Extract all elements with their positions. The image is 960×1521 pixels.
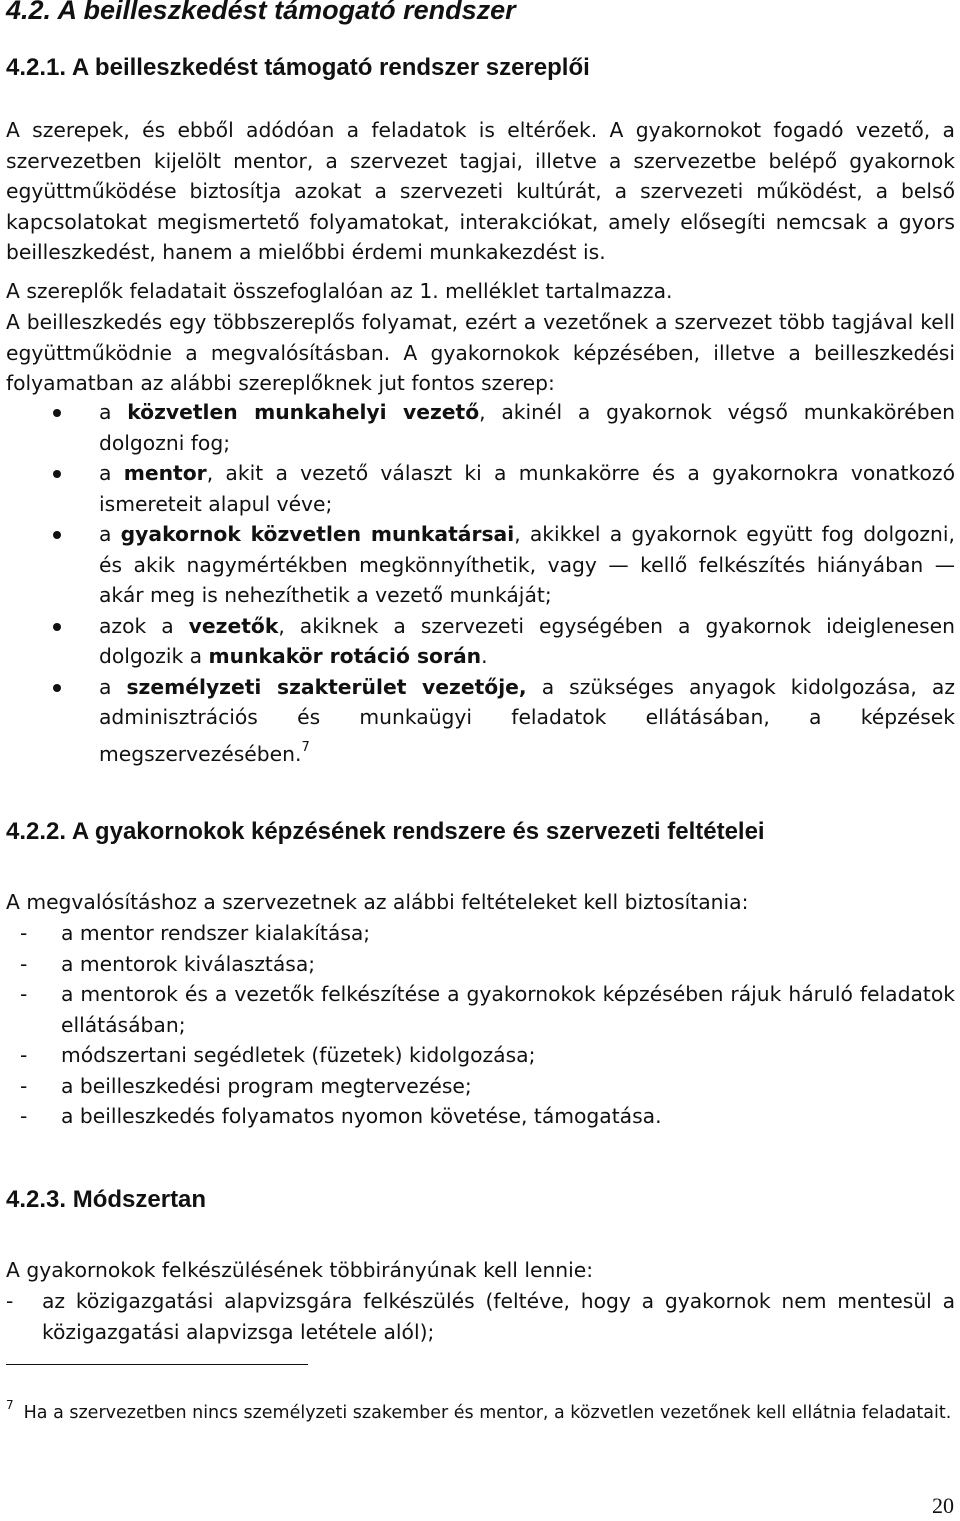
paragraph-conditions-intro: A megvalósításhoz a szervezetnek az alábbi feltételeket kell biztosítania: [6,890,749,914]
actors-bullet-list [6,397,955,769]
list-item: azok a vezetők, akiknek a szervezeti egységében a gyakornok ideiglenesen dolgozik a munkakör rotáció során. [6,611,955,672]
footnote-separator [6,1364,308,1365]
page-number: 20 [932,1493,954,1518]
paragraph-roles: A szerepek, és ebből adódóan a feladatok is eltérőek. A gyakornokot fogadó vezető, a szervezetben kijelölt mentor, a szervezet tagjai, illetve a szervezetbe belépő gyakornok együttműködése biztosítja azokat a szervezeti kultúrát, a szervezeti működést, a belső kapcsolatokat megismertető folyamatokat, interakciókat, amely elősegíti nemcsak a gyors beilleszkedést, hanem a mielőbbi érdemi munkakezdést is. [6,118,955,264]
list-item: - a mentorok kiválasztása; [20,951,316,976]
footnote-number: 7 [6,1398,14,1412]
list-item: - a beilleszkedés folyamatos nyomon követése, támogatása. [20,1104,662,1128]
bullet-icon [53,409,61,417]
list-item: a személyzeti szakterület vezetője, a szükséges anyagok kidolgozása, az adminisztrációs és munkaügyi feladatok ellátásában, a képzések megszervezésében.$^7$ [6,672,955,770]
list-item: a gyakornok közvetlen munkatársai, akikkel a gyakornok együtt fog dolgozni, és akik nagymértékben megkönnyíthetik, vagy — kellő felkészítés hiányában — akár meg is nehezíthetik a vezető munkáját; [6,519,955,611]
section-heading-4-2-1: 4.2.1. A beilleszkedést támogató rendszer szereplői [6,54,590,81]
list-item: - módszertani segédletek (füzetek) kidolgozása; [20,1043,536,1067]
preparation-dash-list [6,1286,955,1347]
list-item: - a mentorok és a vezetők felkészítése a gyakornokok képzésében rájuk háruló feladatok ellátásában; [20,982,955,1037]
list-item: - az közigazgatási alapvizsgára felkészülés (feltéve, hogy a gyakornok nem mentesül a közigazgatási alapvizsga letétele alól); [6,1289,955,1344]
section-heading-4-2-3: 4.2.3. Módszertan [6,1186,207,1213]
bullet-icon [53,531,61,539]
footnote [6,1386,955,1432]
bullet-icon [53,623,61,631]
paragraph-annex-reference: A szereplők feladatait összefoglalóan az 1. melléklet tartalmazza. [6,279,673,303]
section-heading-4-2: 4.2. A beilleszkedést támogató rendszer [6,0,516,25]
conditions-dash-list [6,918,955,1132]
list-item: a mentor, akit a vezető választ ki a munkakörre és a gyakornokra vonatkozó ismereteit alapul véve; [6,458,955,519]
bullet-icon [53,470,61,478]
paragraph-preparation-intro: A gyakornokok felkészülésének többirányúnak kell lennie: [6,1258,594,1282]
bullet-icon [53,684,61,692]
list-item: - a beilleszkedési program megtervezése; [20,1073,472,1098]
footnote-text: Ha a szervezetben nincs személyzeti szakember és mentor, a közvetlen vezetőnek kell ellátnia feladatait. [23,1403,952,1423]
section-heading-4-2-2: 4.2.2. A gyakornokok képzésének rendszere és szervezeti feltételei [6,818,765,845]
footnote-reference: 7 [301,739,310,755]
list-item: - a mentor rendszer kialakítása; [20,921,371,945]
list-item: a közvetlen munkahelyi vezető, akinél a gyakornok végső munkakörében dolgozni fog; [6,397,955,458]
paragraph-multi-actor-process: A beilleszkedés egy többszereplős folyamat, ezért a vezetőnek a szervezet több tagjával kell együttműködnie a megvalósításban. A gyakornokok képzésében, illetve a beilleszkedési folyamatban az alábbi szereplőknek jut fontos szerep: [6,310,955,395]
